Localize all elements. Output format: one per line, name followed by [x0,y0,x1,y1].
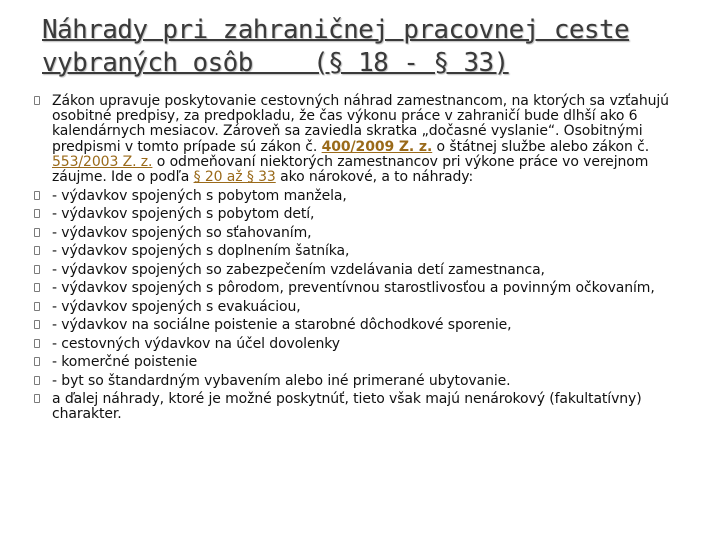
list-item-text: - cestovných výdavkov na účel dovolenky [52,335,340,352]
bullet-icon [34,339,40,348]
list-item-text: - výdavkov spojených s pobytom detí, [52,206,315,223]
bullet-icon [34,283,40,292]
list-item [34,281,700,296]
list-item [34,189,700,204]
bullet-icon [34,357,40,366]
list-item-text: - byt so štandardným vybavením alebo iné primerané ubytovanie. [52,372,511,389]
title-line-1: Náhrady pri zahraničnej pracovnej ceste [42,15,630,45]
list-item-text: - výdavkov spojených s pôrodom, preventívnou starostlivosťou a povinným očkovaním, [52,280,655,297]
intro-text-b: o štátnej službe alebo zákon č. [432,138,650,155]
bullet-list [34,94,700,426]
list-item-text: - výdavkov spojených s pobytom manžela, [52,187,347,204]
list-item [34,263,700,278]
bullet-icon [34,265,40,274]
bullet-icon [34,191,40,200]
list-item-text: - výdavkov spojených so zabezpečením vzdelávania detí zamestnanca, [52,261,545,278]
bullet-icon [34,320,40,329]
bullet-icon [34,376,40,385]
list-item-text: - výdavkov spojených so sťahovaním, [52,224,312,241]
list-item-text: a ďalej náhrady, ktoré je možné poskytnúť, tieto však majú nenárokový (fakultatívny) charakter. [52,391,642,423]
list-item-text: - výdavkov spojených s evakuáciou, [52,298,301,315]
list-item [34,374,700,389]
law-link-553-2003[interactable]: 553/2003 Z. z. [52,153,153,170]
intro-text-a: Zákon upravuje poskytovanie cestovných náhrad zamestnancom, na ktorých sa vzťahujú osobitné predpisy, za predpokladu, že čas výkonu práce v zahraničí bude dlhší ako 6 kalendárnych mesiacov. Zároveň sa zaviedla skratka „dočasné vyslanie“. Osobitnými predpismi v tomto prípade sú zákon č. [52,93,669,155]
list-item [34,318,700,333]
list-item [34,300,700,315]
list-item [34,355,700,370]
bullet-icon [34,302,40,311]
list-item [34,392,700,422]
bullet-icon [34,394,40,403]
list-item-intro [34,94,700,185]
bullet-icon [34,228,40,237]
list-item [34,207,700,222]
list-item [34,337,700,352]
bullet-icon [34,96,40,105]
intro-text-d: ako nárokové, a to náhrady: [275,169,474,186]
list-item-text: - výdavkov na sociálne poistenie a starobné dôchodkové sporenie, [52,317,512,334]
section-link-20-33[interactable]: § 20 až § 33 [193,169,276,186]
list-item-text: - výdavkov spojených s doplnením šatníka, [52,243,350,260]
title-line-2: vybraných osôb (§ 18 - § 33) [42,48,509,78]
list-item [34,244,700,259]
bullet-icon [34,246,40,255]
list-item-text: - komerčné poistenie [52,354,198,371]
slide-title [42,14,702,80]
law-link-400-2009[interactable]: 400/2009 Z. z. [321,138,433,155]
list-item [34,226,700,241]
intro-text-c: o odmeňovaní niektorých zamestnancov pri výkone práce vo verejnom záujme. Ide o podľa [52,153,649,186]
bullet-icon [34,209,40,218]
